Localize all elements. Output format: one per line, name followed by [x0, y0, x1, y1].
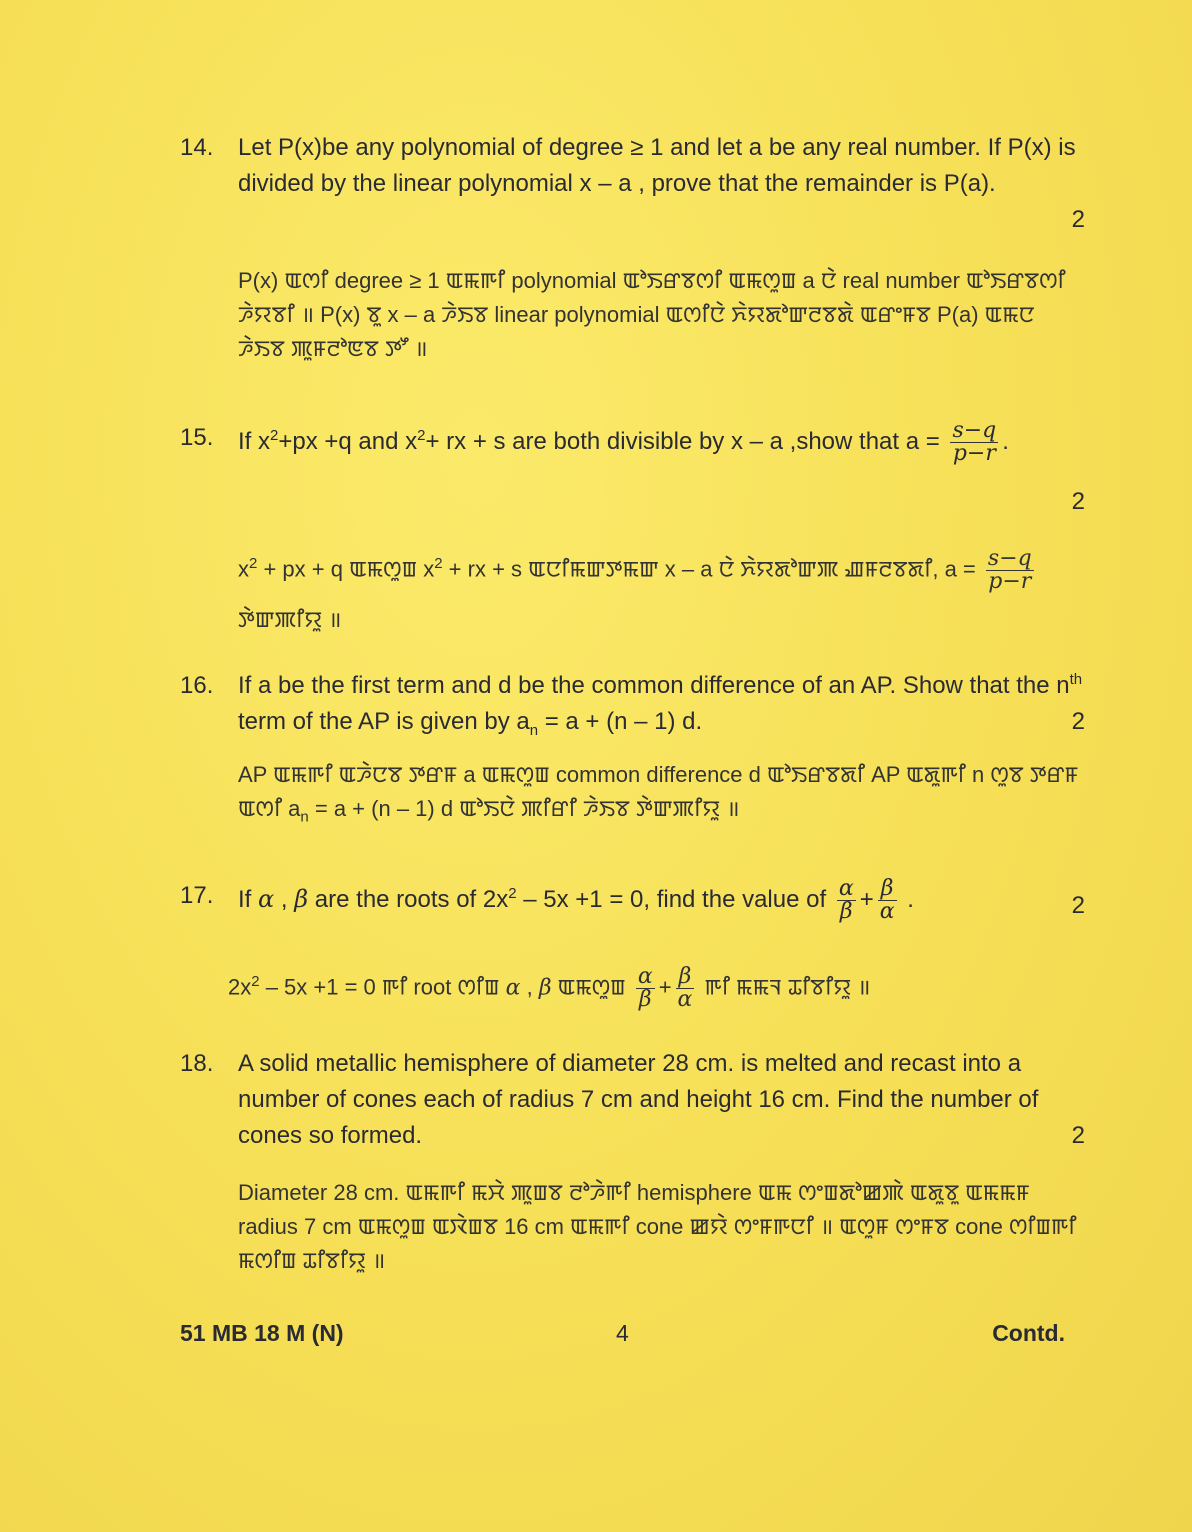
question-18: [180, 1046, 1085, 1154]
fraction: $\frac{s-q}{p-r}$: [952, 418, 997, 466]
marks: 2: [1071, 708, 1085, 735]
fraction-alpha-beta: $\frac{\alpha}{\beta}$: [838, 876, 854, 924]
question-16: [180, 668, 1085, 740]
translation-17: $2x^2 - 5x +1 = 0$ ꯒꯤ root ꯁꯤꯡ α , β ꯑꯃꯁꯨꯡ $\frac{\alpha}{\beta}$ + $\frac{\beta}{\alpha}$ ꯒꯤ ꯃꯃꯜ ꯊꯤꯕꯤꯌꯨ ॥: [228, 964, 871, 1012]
question-number: 16.: [180, 672, 214, 699]
paper-code: 51 MB 18 M (N): [180, 1320, 344, 1346]
continued-label: Contd.: [992, 1320, 1065, 1346]
translation-16: AP ꯑꯃꯒꯤ ꯑꯍꯥꯅꯕ ꯇꯔꯝ a ꯑꯃꯁꯨꯡ common difference d ꯑꯣꯏꯔꯕꯗꯤ AP ꯑꯗꯨꯒꯤ n ꯁꯨꯕ ꯇꯔꯝ ꯑꯁꯤ $a_n = a + (n - 1)$ d ꯑꯣꯏꯅꯥ ꯄꯤꯔꯤ ꯍꯥꯏꯕ ꯇꯥꯛꯄꯤꯌꯨ ॥: [238, 762, 1079, 826]
fraction-alpha-beta: $\frac{\alpha}{\beta}$: [637, 964, 653, 1012]
fraction: $\frac{s-q}{p-r}$: [987, 546, 1032, 594]
question-number: 14.: [180, 134, 214, 161]
fraction-beta-alpha: $\frac{\beta}{\alpha}$: [677, 964, 693, 1012]
question-number: 18.: [180, 1050, 214, 1077]
question-14: [180, 130, 1085, 233]
marks: 2: [1071, 1122, 1085, 1149]
marks: 2: [1071, 488, 1085, 515]
question-number: 17.: [180, 882, 214, 909]
translation-15: $x^2$ + px + q ꯑꯃꯁꯨꯡ $x^2$ + rx + s ꯑꯅꯤꯃꯛꯇꯃꯛ x – a ꯅꯥ ꯈꯥꯌꯗꯣꯛꯄ ꯉꯝꯂꯕꯗꯤ, a = $\frac{s-q}{p-r}$ ꯇꯥꯛꯄꯤꯌꯨ ॥: [238, 546, 1032, 632]
question-text: If $x^2+px +q$ and $x^2+$ rx + s are both divisible by x – a ,show that a = $\frac{s-q}{p-r}$ .: [238, 418, 1009, 466]
question-text: A solid metallic hemisphere of diameter 28 cm. is melted and recast into a number of cones each of radius 7 cm and height 16 cm. Find the number of cones so formed.: [238, 1050, 1039, 1149]
translation-14: P(x) ꯑꯁꯤ degree ≥ 1 ꯑꯃꯒꯤ polynomial ꯑꯣꯏꯔꯕꯁꯤ ꯑꯃꯁꯨꯡ a ꯅꯥ real number ꯑꯣꯏꯔꯕꯁꯤ ꯍꯥꯌꯕꯤ ॥ P(x) ꯕꯨ x – a ꯍꯥꯏꯕ linear polynomial ꯑꯁꯤꯅꯥ ꯈꯥꯌꯗꯣꯛꯂꯕꯗꯥ ꯑꯔꯦꯝꯕ P(a) ꯑꯃꯅ ꯍꯥꯏꯕ ꯄꯨꯝꯂꯣꯟꯕ ꯇꯧ ॥: [238, 268, 1066, 361]
question-text: If α , β are the roots of $2x^2 - 5x +1 = 0$, find the value of $\frac{\alpha}{\beta}$ + $\frac{\beta}{\alpha}$ .: [238, 876, 914, 924]
question-17: [180, 878, 1085, 923]
question-15: [180, 418, 1085, 515]
translation-18: Diameter 28 cm. ꯑꯃꯒꯤ ꯃꯆꯥ ꯄꯨꯡꯕ ꯂꯣꯍꯥꯒꯤ hemisphere ꯑꯃ ꯁꯦꯡꯗꯣꯀꯄꯥ ꯑꯗꯨꯕꯨ ꯑꯃꯃꯝ radius 7 cm ꯑꯃꯁꯨꯡ ꯑꯋꯥꯡꯕ 16 cm ꯑꯃꯒꯤ cone ꯀꯌꯥ ꯁꯦꯝꯒꯅꯤ ॥ ꯑꯁꯨꯝ ꯁꯦꯝꯕ cone ꯁꯤꯡꯒꯤ ꯃꯁꯤꯡ ꯊꯤꯕꯤꯌꯨ ॥: [238, 1180, 1077, 1273]
marks: 2: [1071, 206, 1085, 233]
question-number: 15.: [180, 424, 214, 451]
question-text: If a be the first term and d be the common difference of an AP. Show that the $n^{th}$ term of the AP is given by $a_n = a + (n - 1)$ d.: [238, 671, 1083, 739]
fraction-beta-alpha: $\frac{\beta}{\alpha}$: [879, 876, 895, 924]
marks: 2: [1071, 892, 1085, 919]
page-number: 4: [616, 1320, 629, 1346]
question-text: Let P(x)be any polynomial of degree ≥ 1 and let a be any real number. If P(x) is divided by the linear polynomial x – a , prove that the remainder is P(a).: [238, 134, 1076, 197]
